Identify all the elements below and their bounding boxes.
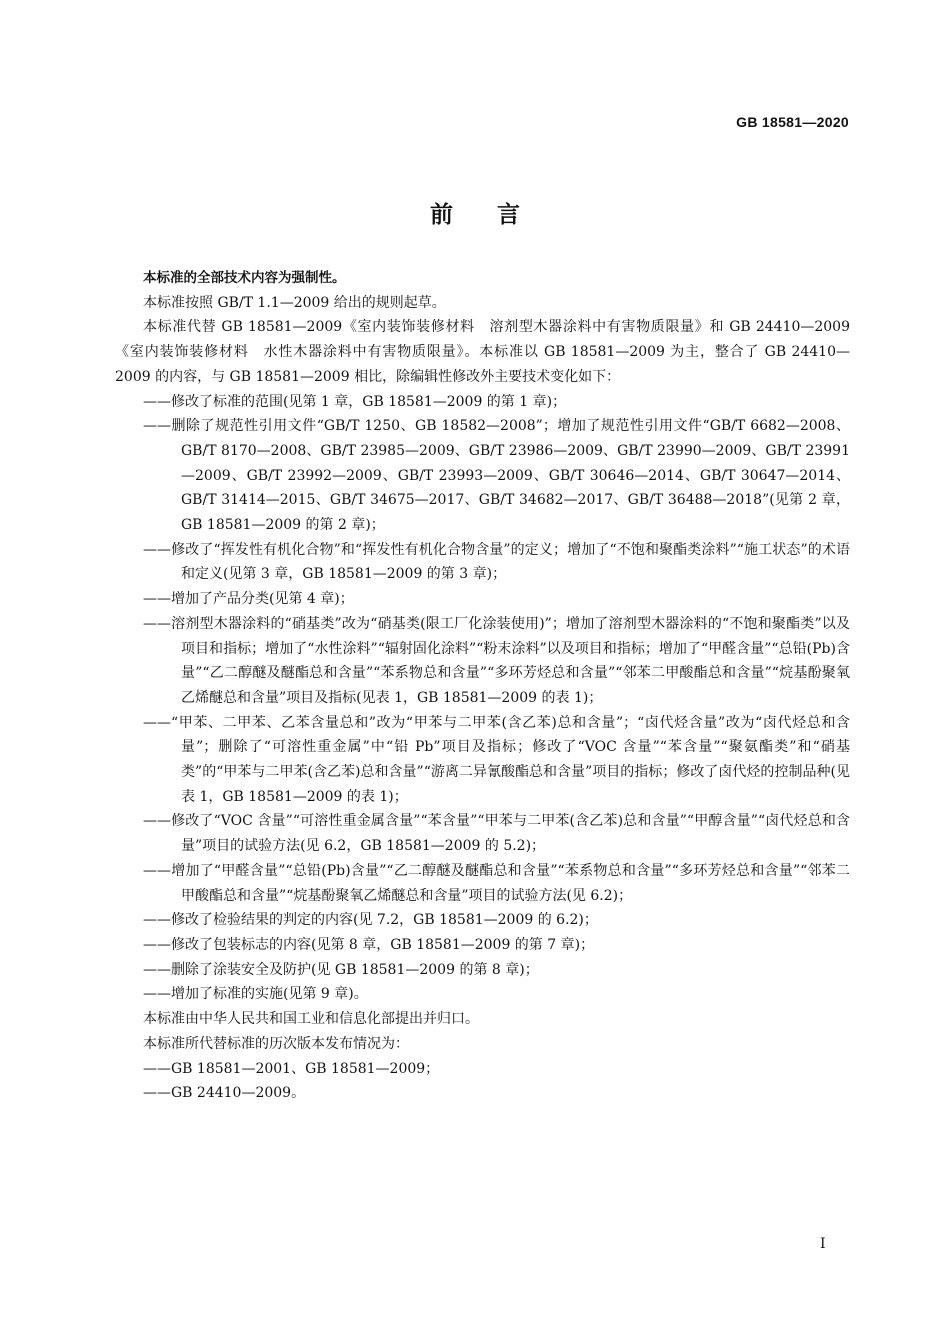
history-intro-paragraph: 本标准所代替标准的历次版本发布情况为： bbox=[143, 1035, 409, 1052]
change-item: ——增加了标准的实施(见第 9 章)。 bbox=[143, 986, 368, 1003]
change-item: ——删除了规范性引用文件“GB/T 1250、GB 18582—2008”；增加了规范性引用文件“GB/T 6682—2008、GB/T 8170—2008、GB/T 23985—2009、GB/T 23986—2009、GB/T 23990—2009、GB/T 23991—2009、GB/T 23992—2009、GB/T 23993—2009、GB/T 30646—2014、GB/T 30647—2014、GB/T 31414—2015、GB/T 34675—2017、GB/T 34682—2017、GB/T 36488—2018”(见第 2 章，GB 18581—2009 的第 2 章)； bbox=[143, 418, 850, 534]
page-title: 前言 bbox=[430, 201, 564, 228]
change-item: ——“甲苯、二甲苯、乙苯含量总和”改为“甲苯与二甲苯(含乙苯)总和含量”；“卤代烃含量”改为“卤代烃总和含量”；删除了“可溶性重金属”中“铅 Pb”项目及指标；修改了“VOC 含量”“苯含量”“聚氨酯类”和“硝基类”的“甲苯与二甲苯(含乙苯)总和含量”“游离二异氰酸酯总和含量”项目的指标；修改了卤代烃的控制品种(见表 1，GB 18581—2009 的表 1)； bbox=[143, 714, 850, 805]
change-item: ——修改了包装标志的内容(见第 8 章，GB 18581—2009 的第 7 章)； bbox=[143, 936, 595, 953]
replacement-paragraph: 本标准代替 GB 18581—2009《室内装饰装修材料 溶剂型木器涂料中有害物质限量》和 GB 24410—2009《室内装饰装修材料 水性木器涂料中有害物质限量》。本标准以 GB 18581—2009 为主，整合了 GB 24410—2009 的内容，与 GB 18581—2009 相比，除编辑性修改外主要技术变化如下： bbox=[115, 319, 850, 385]
change-item: ——增加了产品分类(见第 4 章)； bbox=[143, 591, 354, 608]
drafting-rule-paragraph: 本标准按照 GB/T 1.1—2009 给出的规则起草。 bbox=[143, 294, 446, 311]
change-item: ——增加了“甲醛含量”“总铅(Pb)含量”“乙二醇醚及醚酯总和含量”“苯系物总和含量”“多环芳烃总和含量”“邻苯二甲酸酯总和含量”“烷基酚聚氧乙烯醚总和含量”项目的试验方法(见 6.2)； bbox=[143, 862, 850, 904]
proposer-paragraph: 本标准由中华人民共和国工业和信息化部提出并归口。 bbox=[143, 1011, 479, 1028]
page-number: I bbox=[820, 1236, 826, 1252]
change-item: ——修改了“挥发性有机化合物”和“挥发性有机化合物含量”的定义；增加了“不饱和聚酯类涂料”“施工状态”的术语和定义(见第 3 章，GB 18581—2009 的第 3 章)； bbox=[143, 541, 850, 583]
standard-id: GB 18581—2020 bbox=[736, 114, 849, 130]
change-item: ——修改了“VOC 含量”“可溶性重金属含量”“苯含量”“甲苯与二甲苯(含乙苯)总和含量”“甲醇含量”“卤代烃总和含量”项目的试验方法(见 6.2，GB 18581—2009 的 5.2)； bbox=[143, 813, 850, 855]
change-item: ——修改了检验结果的判定的内容(见 7.2，GB 18581—2009 的 6.2)； bbox=[143, 912, 598, 929]
history-item: ——GB 24410—2009。 bbox=[143, 1085, 306, 1102]
change-item: ——溶剂型木器涂料的“硝基类”改为“硝基类(限工厂化涂装使用)”；增加了溶剂型木器涂料的“不饱和聚酯类”以及项目和指标；增加了“水性涂料”“辐射固化涂料”“粉末涂料”以及项目和指标；增加了“甲醛含量”“总铅(Pb)含量”“乙二醇醚及醚酯总和含量”“苯系物总和含量”“多环芳烃总和含量”“邻苯二甲酸酯总和含量”“烷基酚聚氧乙烯醚总和含量”项目及指标(见表 1，GB 18581—2009 的表 1)； bbox=[143, 615, 850, 706]
history-item: ——GB 18581—2001、GB 18581—2009； bbox=[143, 1060, 440, 1077]
foreword-body bbox=[115, 266, 850, 1106]
change-item: ——删除了涂装安全及防护(见 GB 18581—2009 的第 8 章)； bbox=[143, 961, 539, 978]
change-item: ——修改了标准的范围(见第 1 章，GB 18581—2009 的第 1 章)； bbox=[143, 393, 567, 410]
mandatory-statement: 本标准的全部技术内容为强制性。 bbox=[143, 270, 346, 286]
